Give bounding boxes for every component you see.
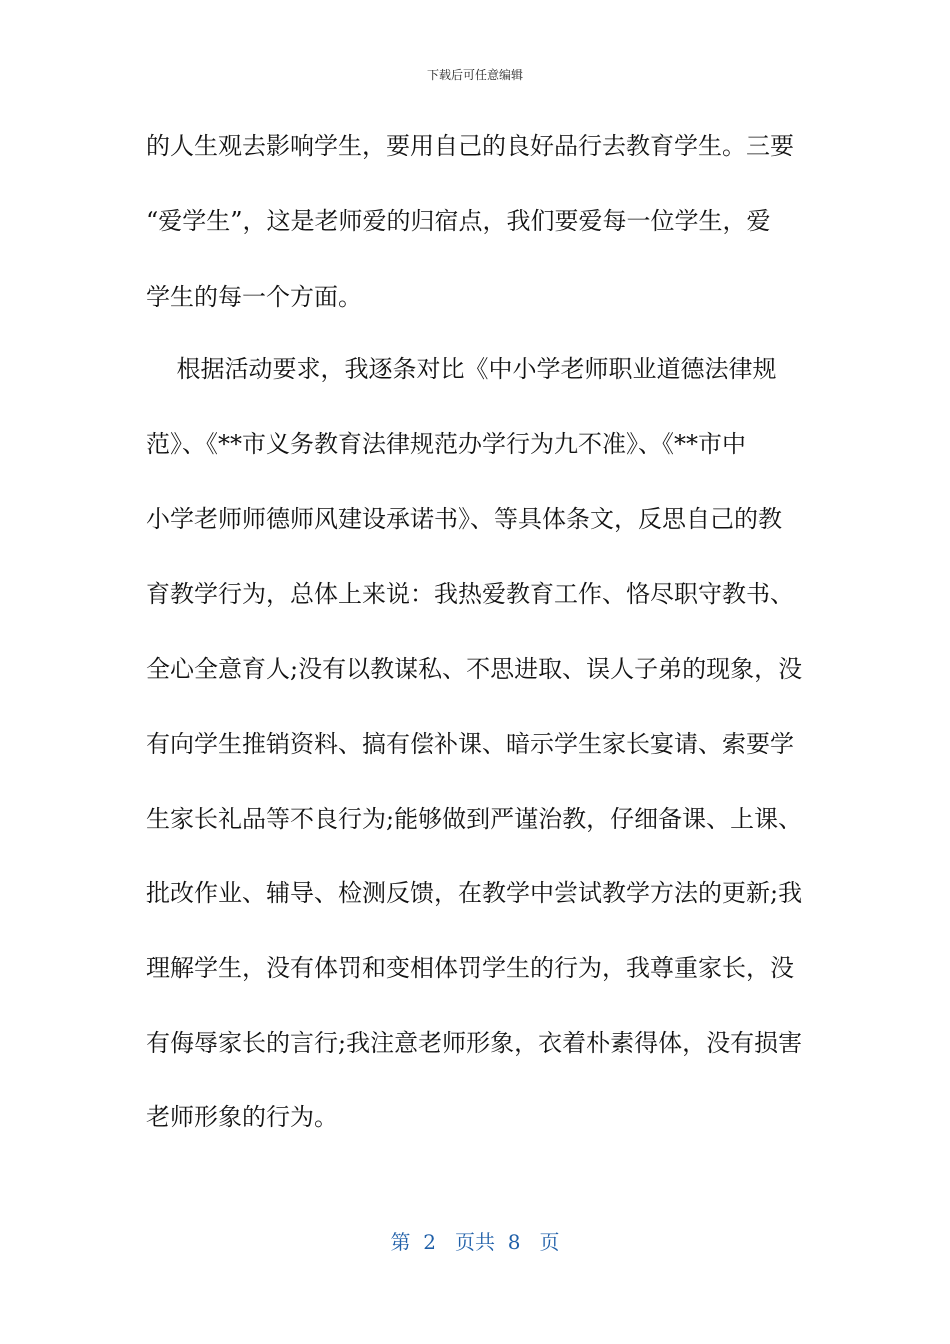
body-line-10: 生家长礼品等不良行为;能够做到严谨治教，仔细备课、上课、 — [146, 805, 803, 833]
page-number-footer: 第 2 页共 8 页 — [390, 1230, 560, 1254]
body-line-6: 小学老师师德师风建设承诺书》、等具体条文，反思自己的教 — [146, 505, 782, 533]
body-line-11: 批改作业、辅导、检测反馈，在教学中尝试教学方法的更新;我 — [146, 879, 803, 907]
body-line-7: 育教学行为，总体上来说：我热爱教育工作、恪尽职守教书、 — [146, 580, 794, 608]
body-line-1: 的人生观去影响学生，要用自己的良好品行去教育学生。三要 — [146, 132, 794, 160]
page-header: 下载后可任意编辑 — [426, 68, 523, 82]
body-line-2: “爱学生”，这是老师爱的归宿点，我们要爱每一位学生，爱 — [146, 207, 771, 235]
body-line-13: 有侮辱家长的言行;我注意老师形象，衣着朴素得体，没有损害 — [146, 1029, 803, 1057]
body-line-12: 理解学生，没有体罚和变相体罚学生的行为，我尊重家长，没 — [146, 954, 794, 982]
body-line-5: 范》、《**市义务教育法律规范办学行为九不准》、《**市中 — [146, 430, 746, 458]
body-line-14: 老师形象的行为。 — [146, 1103, 338, 1131]
body-line-3: 学生的每一个方面。 — [146, 283, 362, 311]
body-line-9: 有向学生推销资料、搞有偿补课、暗示学生家长宴请、索要学 — [146, 730, 794, 758]
body-line-8: 全心全意育人;没有以教谋私、不思进取、误人子弟的现象，没 — [146, 655, 803, 683]
body-line-4: 根据活动要求，我逐条对比《中小学老师职业道德法律规 — [146, 355, 777, 383]
